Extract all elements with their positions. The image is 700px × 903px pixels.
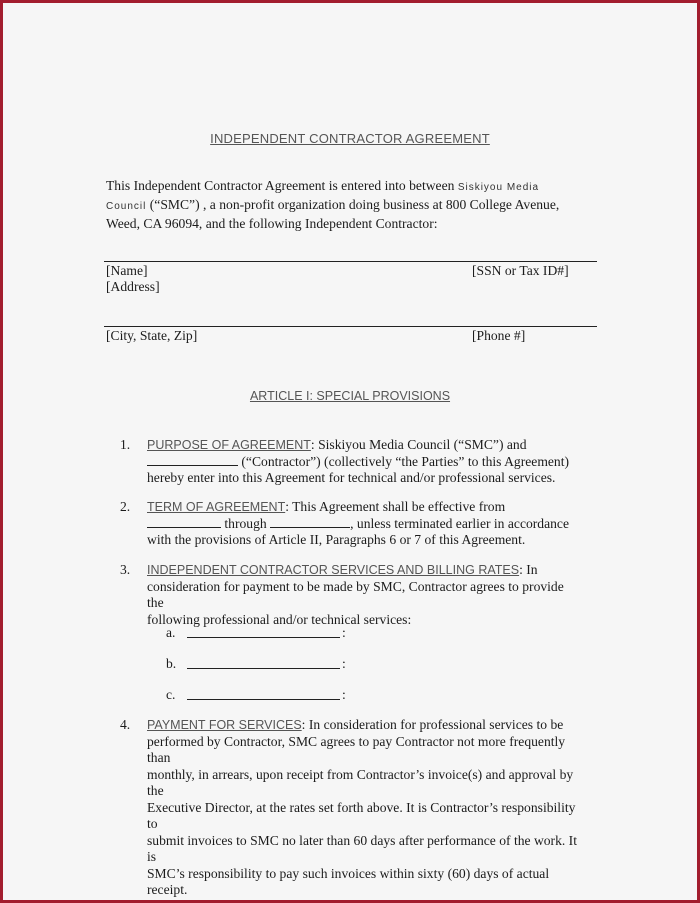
item-text: consideration for payment to be made by SMC, Contractor agrees to provide the <box>147 578 564 610</box>
ssn-label: [SSN or Tax ID#] <box>472 263 569 278</box>
org-name-styled: Siskiyou Media <box>457 182 540 193</box>
intro-text-2: (“SMC”) , a non-profit organization doing business at 800 College Avenue, <box>146 197 560 212</box>
item-purpose <box>120 437 580 487</box>
document-title: INDEPENDENT CONTRACTOR AGREEMENT <box>210 131 490 146</box>
address-label: [Address] <box>106 279 160 294</box>
item-text: , unless terminated earlier in accordance <box>350 515 569 531</box>
intro-text-3: Weed, CA 96094, and the following Independent Contractor: <box>106 216 438 231</box>
service-blank[interactable] <box>187 668 340 669</box>
item-heading: PAYMENT FOR SERVICES <box>147 718 302 732</box>
name-signature-line[interactable] <box>104 261 597 262</box>
name-label: [Name] <box>106 263 148 278</box>
item-text: monthly, in arrears, upon receipt from Contractor’s invoice(s) and approval by the <box>147 766 574 798</box>
item-text: performed by Contractor, SMC agrees to pay Contractor not more frequently than <box>147 733 566 765</box>
intro-text-1: This Independent Contractor Agreement is entered into between <box>106 178 458 193</box>
item-text: through <box>221 515 271 531</box>
item-number: 1. <box>120 437 131 452</box>
phone-label: [Phone #] <box>472 328 526 343</box>
item-payment <box>120 717 580 899</box>
item-number: 3. <box>120 562 131 577</box>
item-text: (“Contractor”) (collectively “the Parties” to this Agreement) <box>238 453 570 469</box>
item-heading: INDEPENDENT CONTRACTOR SERVICES AND BILLING RATES <box>147 563 520 577</box>
item-services <box>120 562 580 628</box>
end-date-blank[interactable] <box>270 516 350 528</box>
item-text: hereby enter into this Agreement for technical and/or professional services. <box>147 470 556 485</box>
item-text: : In consideration for professional services to be <box>301 717 564 732</box>
item-text: : Siskiyou Media Council (“SMC”) and <box>310 437 527 452</box>
service-label: a. <box>166 625 176 640</box>
city-label: [City, State, Zip] <box>106 328 198 343</box>
item-text: with the provisions of Article II, Paragraphs 6 or 7 of this Agreement. <box>147 532 526 547</box>
item-number: 4. <box>120 717 131 732</box>
intro-paragraph <box>106 177 576 232</box>
item-term <box>120 499 580 549</box>
item-heading: TERM OF AGREEMENT <box>147 500 286 514</box>
contractor-name-blank[interactable] <box>147 454 238 466</box>
city-signature-line[interactable] <box>104 326 597 327</box>
item-heading: PURPOSE OF AGREEMENT <box>147 438 311 452</box>
service-colon: : <box>342 656 346 671</box>
service-label: b. <box>166 656 177 671</box>
org-name-styled-2: Council <box>106 201 147 212</box>
item-text: submit invoices to SMC no later than 60 days after performance of the work. It is <box>147 832 577 864</box>
item-text: Executive Director, at the rates set forth above. It is Contractor’s responsibility to <box>147 799 576 831</box>
article-title: ARTICLE I: SPECIAL PROVISIONS <box>249 389 451 403</box>
service-label: c. <box>166 687 176 702</box>
service-colon: : <box>342 625 346 640</box>
service-blank[interactable] <box>187 637 340 638</box>
service-blank[interactable] <box>187 699 340 700</box>
item-text: SMC’s responsibility to pay such invoices within sixty (60) days of actual receipt. <box>147 865 550 897</box>
start-date-blank[interactable] <box>147 516 221 528</box>
item-number: 2. <box>120 499 131 514</box>
service-colon: : <box>342 687 346 702</box>
item-text: : This Agreement shall be effective from <box>285 499 506 514</box>
item-text: : In <box>519 562 538 577</box>
item-text: following professional and/or technical services: <box>147 611 412 627</box>
